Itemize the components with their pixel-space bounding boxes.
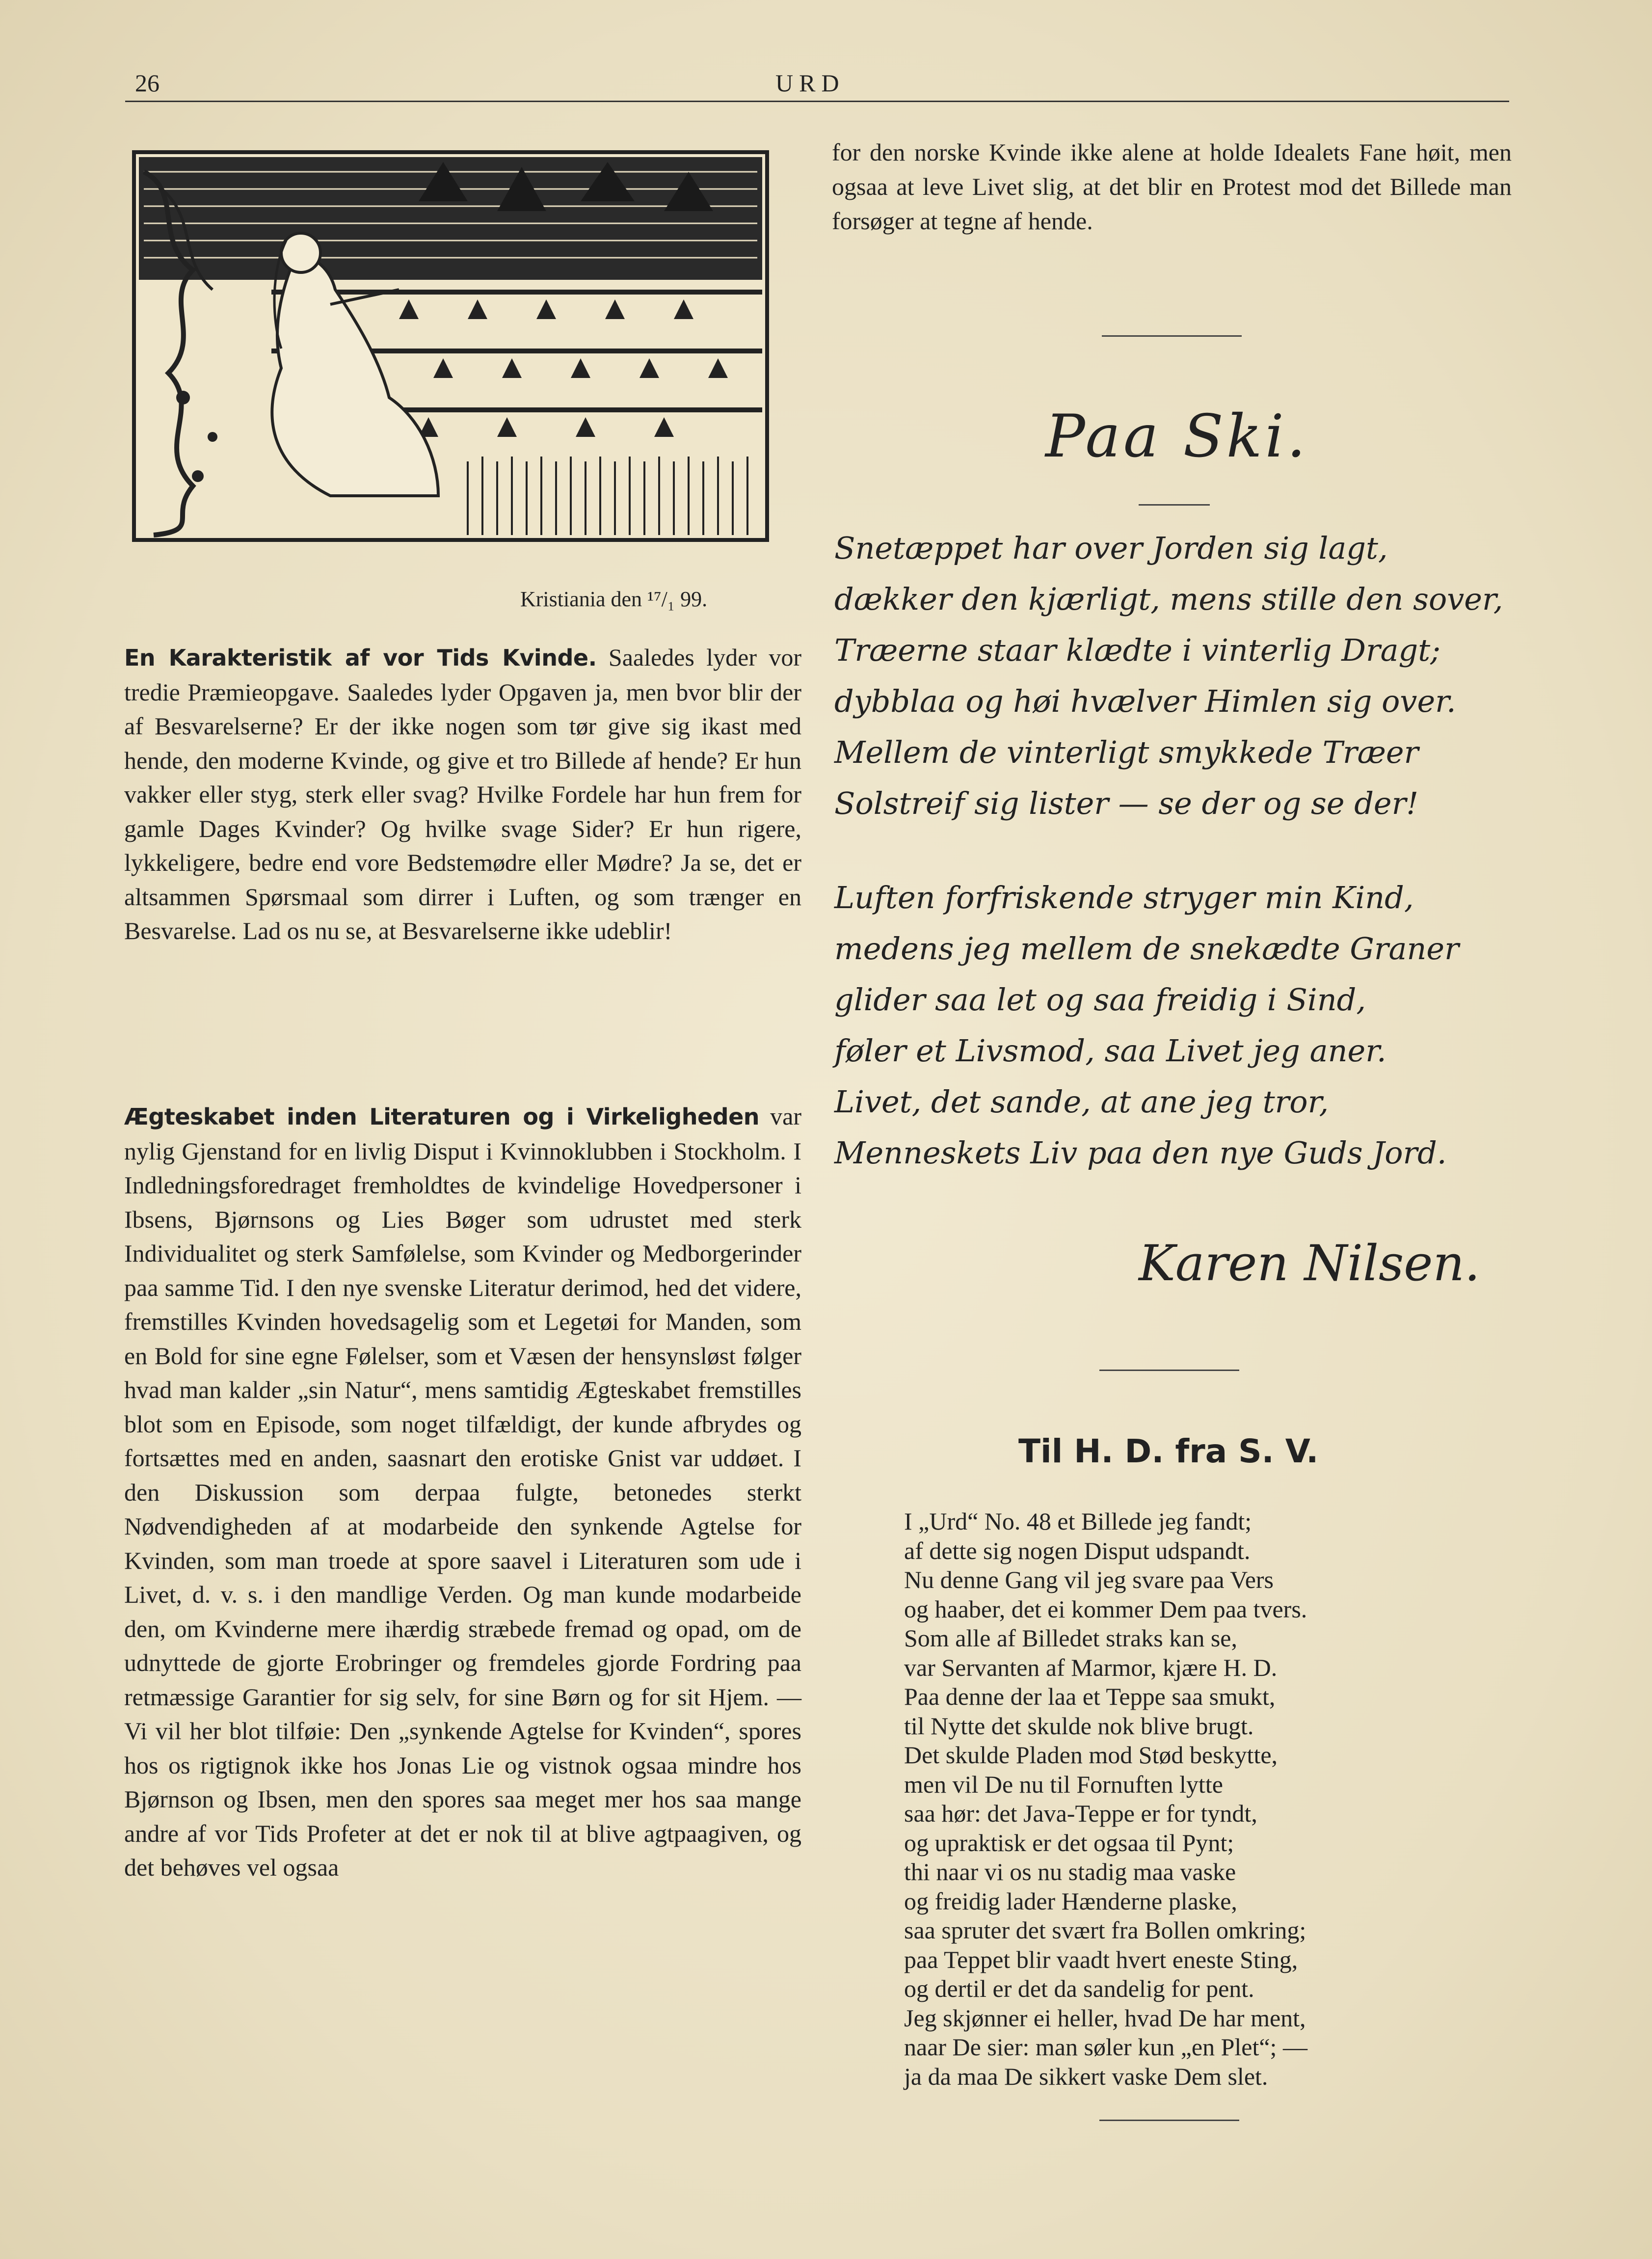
verse-line: og upraktisk er det ogsaa til Pynt; <box>904 1829 1234 1856</box>
poem-line: Mellem de vinterligt smykkede Træer <box>834 734 1419 770</box>
poem-line: Luften forfriskende stryger min Kind, <box>834 880 1414 915</box>
poem-line: glider saa let og saa freidig i Sind, <box>834 982 1366 1018</box>
journal-title: URD <box>775 69 845 97</box>
poem-line: Solstreif sig lister — se der og se der! <box>834 785 1419 821</box>
poem-line: dybblaa og høi hvælver Himlen sig over. <box>834 683 1456 719</box>
verse-line: og dertil er det da sandelig for pent. <box>904 1975 1254 2002</box>
verse-line: Det skulde Pladen mod Stød beskytte, <box>904 1741 1278 1769</box>
divider <box>1102 335 1242 337</box>
article-aegteskabet <box>124 1100 801 1885</box>
article-body: var nylig Gjenstand for en livlig Disput i Kvinnoklubben i Stockholm. I Indledningsforedraget fremholdtes de kvindelige Hovedpersoner i Ibsens, Bjørnsons og Lies Bøger som udrustet med sterk Individualitet og sterk Samfølelse, som Kvinder og Medborgerinder paa samme Tid. I den nye svenske Literatur derimod, hed det videre, fremstilles Kvinden hovedsagelig som et Legetøi for Manden, som en Bold for sine egne Følelser, som et Væsen der hensynsløst følger hvad man kalder „sin Natur“, mens samtidig Ægteskabet fremstilles blot som en Episode, som noget tilfældigt, der kunde afbrydes og fortsættes med en anden, saasnart den erotiske Gnist var uddøet. I den Diskussion som derpaa fulgte, betonedes sterkt Nødvendigheden af at modarbeide den synkende Agtelse for Kvinden, som man troede at spore saavel i Literaturen som ude i Livet, d. v. s. i den mandlige Verden. Og man kunde modarbeide den, om Kvinderne mere ihærdig stræbede fremad og opad, om de udnyttede de gjorte Erobringer og fremdeles gjorde Fordring paa retmæssige Garantier for sig selv, for sine Børn og for sit Hjem. — Vi vil her blot tilføie: Den „synkende Agtelse for Kvinden“, spores hos os rigtignok ikke hos Jonas Lie og vistnok ogsaa mindre hos Bjørnson og Ibsen, men den spores saa meget mer hos saa mange andre af vor Tids Profeter at det er nok til at blive agtpaagiven, og det behøves vel ogsaa <box>124 1103 802 1881</box>
article-karakteristik <box>124 641 801 948</box>
poem-line: føler et Livsmod, saa Livet jeg aner. <box>834 1033 1386 1069</box>
verse-line: thi naar vi os nu stadig maa vaske <box>904 1858 1236 1885</box>
header-rule <box>125 101 1509 102</box>
article-continuation: for den norske Kvinde ikke alene at holde Idealets Fane høit, men ogsaa at leve Livet slig, at det blir en Protest mod det Billede man forsøger at tegne af hende. <box>832 138 1512 235</box>
verse-line: saa spruter det svært fra Bollen omkring; <box>904 1916 1306 1944</box>
verse-line: til Nytte det skulde nok blive brugt. <box>904 1712 1254 1740</box>
verse-line: saa hør: det Java-Teppe er for tyndt, <box>904 1800 1257 1827</box>
article-body: Saaledes lyder vor tredie Præmieopgave. Saaledes lyder Opgaven ja, men bvor blir der af Besvarelserne? Er der ikke nogen som tør give sig ikast med hende, den moderne Kvinde, og give et tro Billede af hende? Er hun vakker eller styg, sterk eller svag? Hvilke Fordele har hun frem for gamle Dages Kvinder? Og hvilke svage Sider? Er hun rigere, lykkeligere, bedre end vore Bedstemødre eller Mødre? Ja se, det er altsammen Spørsmaal som dirrer i Luften, og som trænger en Besvarelse. Lad os nu se, at Besvarelserne ikke udeblir! <box>124 644 801 944</box>
verse-title: Til H. D. fra S. V. <box>1018 1432 1319 1470</box>
verse-body <box>904 1507 1307 2091</box>
poem-line: medens jeg mellem de snekædte Graner <box>834 931 1459 967</box>
poem-line: Menneskets Liv paa den nye Guds Jord. <box>834 1135 1447 1171</box>
poem-line: dækker den kjærligt, mens stille den sover, <box>834 581 1503 617</box>
article-heading: En Karakteristik af vor Tids Kvinde. <box>124 645 597 671</box>
verse-line: ja da maa De sikkert vaske Dem slet. <box>904 2062 1268 2090</box>
article-heading: Ægteskabet inden Literaturen og i Virkeligheden <box>124 1103 760 1130</box>
verse-line: I „Urd“ No. 48 et Billede jeg fandt; <box>904 1507 1252 1535</box>
poem <box>834 530 1503 1186</box>
verse-line: Som alle af Billedet straks kan se, <box>904 1624 1238 1652</box>
verse-line: Nu denne Gang vil jeg svare paa Vers <box>904 1566 1274 1593</box>
verse-line: var Servanten af Marmor, kjære H. D. <box>904 1653 1278 1681</box>
verse-line: men vil De nu til Fornuften lytte <box>904 1770 1223 1798</box>
poem-signature: Karen Nilsen. <box>1139 1235 1480 1292</box>
poem-line: Træerne staar klædte i vinterlig Dragt; <box>834 632 1441 668</box>
verse-line: naar De sier: man søler kun „en Plet“; — <box>904 2033 1307 2061</box>
dateline: Kristiania den ¹⁷/₁ 99. <box>520 587 708 611</box>
divider <box>1099 1370 1239 1371</box>
verse-line: Paa denne der laa et Teppe saa smukt, <box>904 1683 1276 1710</box>
verse-line: Jeg skjønner ei heller, hvad De har ment, <box>904 2004 1306 2032</box>
verse-line: og haaber, det ei kommer Dem paa tvers. <box>904 1595 1307 1623</box>
verse-line: og freidig lader Hænderne plaske, <box>904 1887 1237 1915</box>
divider <box>1139 504 1210 506</box>
verse-line: paa Teppet blir vaadt hvert eneste Sting, <box>904 1945 1298 1973</box>
poem-title: Paa Ski. <box>1045 403 1309 471</box>
verse-line: af dette sig nogen Disput udspandt. <box>904 1536 1251 1564</box>
poem-line: Snetæppet har over Jorden sig lagt, <box>834 530 1388 566</box>
divider <box>1099 2120 1239 2121</box>
poem-line: Livet, det sande, at ane jeg tror, <box>834 1084 1329 1120</box>
stanza-gap <box>834 836 1503 880</box>
woodcut-illustration <box>124 142 777 550</box>
page-number: 26 <box>135 69 160 97</box>
